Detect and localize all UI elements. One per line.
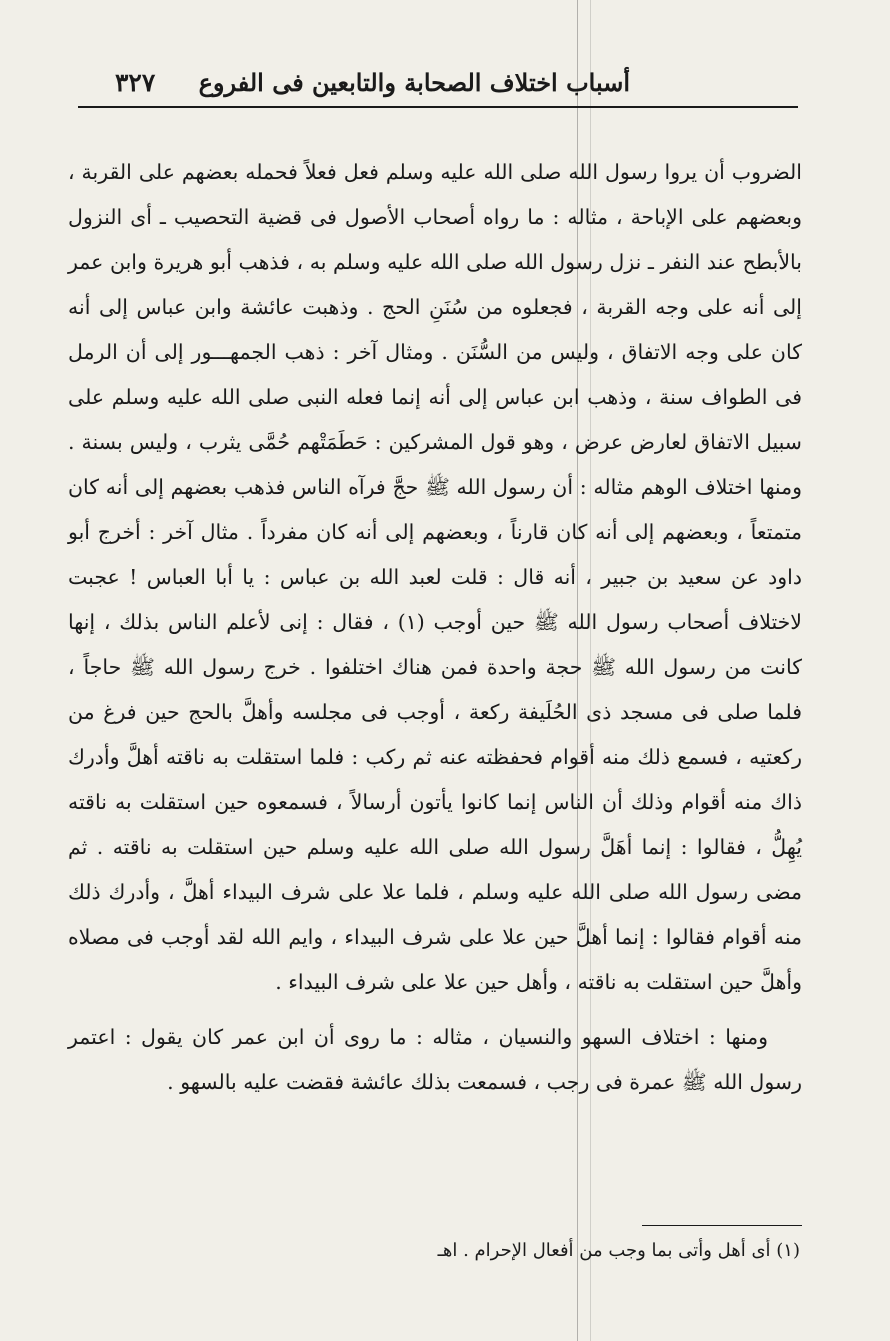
paragraph-2: ومنها : اختلاف السهو والنسيان ، مثاله : ما روى أن ابن عمر كان يقول : اعتمر رسول الله ﷺ عمرة فى رجب ، فسمعت بذلك عائشة فقضت عليه بالسهو .	[68, 1025, 802, 1094]
page-number: ٣٢٧	[115, 68, 156, 97]
paragraph-1: الضروب أن يروا رسول الله صلى الله عليه وسلم فعل فعلاً فحمله بعضهم على القربة ، وبعضهم على الإباحة ، مثاله : ما رواه أصحاب الأصول فى قضية التحصيب ـ أى النزول بالأبطح عند النفر ـ نزل رسول الله صلى الله عليه وسلم به ، فذهب أبو هريرة وابن عمر إلى أنه على وجه القربة ، فجعلوه من سُنَنِ الحج . وذهبت عائشة وابن عباس إلى أنه كان على وجه الاتفاق ، وليس من السُّنَن . ومثال آخر : ذهب الجمهـــور إلى أن الرمل فى الطواف سنة ، وذهب ابن عباس إلى أنه إنما فعله النبى صلى الله عليه وسلم على سبيل الاتفاق لعارض عرض ، وهو قول المشركين : حَطَمَتْهم حُمَّى يثرب ، وليس بسنة . ومنها اختلاف الوهم مثاله : أن رسول الله ﷺ حجَّ فرآه الناس فذهب بعضهم إلى أنه كان متمتعاً ، وبعضهم إلى أنه كان قارناً ، وبعضهم إلى أنه كان مفرداً . مثال آخر : أخرج أبو داود عن سعيد بن جبير ، أنه قال : قلت لعبد الله بن عباس : يا أبا العباس ! عجبت لاختلاف أصحاب رسول الله ﷺ حين أوجب (١) ، فقال : إنى لأعلم الناس بذلك ، إنها كانت من رسول الله ﷺ حجة واحدة فمن هناك اختلفوا . خرج رسول الله ﷺ حاجاً ، فلما صلى فى مسجد ذى الحُلَيفة ركعة ، أوجب فى مجلسه وأهلَّ بالحج حين فرغ من ركعتيه ، فسمع ذلك منه أقوام فحفظته عنه ثم ركب : فلما استقلت به ناقته أهلَّ وأدرك ذاك منه أقوام وذلك أن الناس إنما كانوا يأتون أرسالاً ، فسمعوه حين استقلت به ناقته يُهِلُّ ، فقالوا : إنما أهَلَّ رسول الله صلى الله عليه وسلم حين استقلت به ناقته . ثم مضى رسول الله صلى الله عليه وسلم ، فلما علا على شرف البيداء أهلَّ ، وأدرك ذلك منه أقوام فقالوا : إنما أهلَّ حين علا على شرف البيداء ، وايم الله لقد أوجب فى مصلاه وأهلَّ حين استقلت به ناقته ، وأهل حين علا على شرف البيداء .	[68, 160, 803, 994]
header-rule	[78, 106, 798, 108]
footnote: (١) أى أهل وأتى بما وجب من أفعال الإحرام . اهـ	[437, 1240, 800, 1261]
page-header	[75, 68, 800, 106]
footnote-rule	[642, 1225, 802, 1226]
main-text	[68, 150, 802, 1105]
running-title: أسباب اختلاف الصحابة والتابعين فى الفروع	[198, 68, 630, 97]
